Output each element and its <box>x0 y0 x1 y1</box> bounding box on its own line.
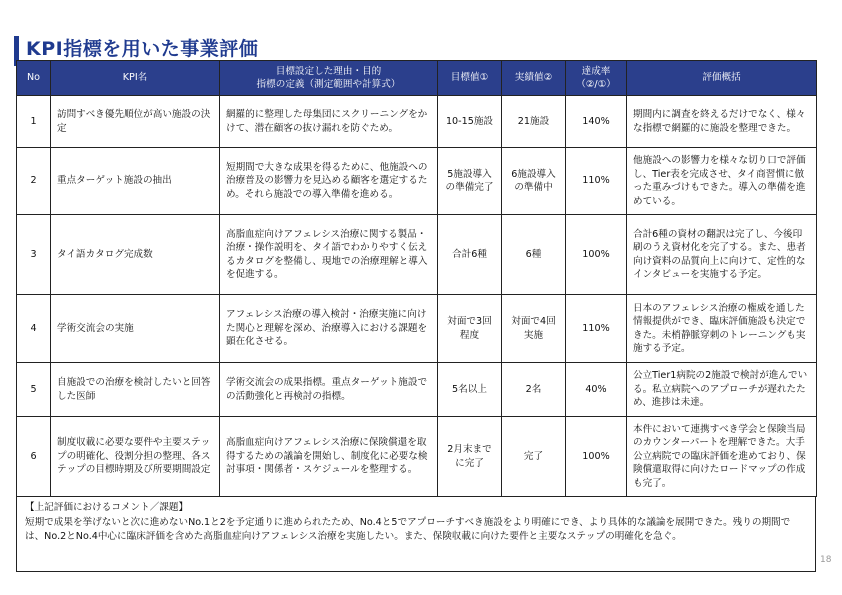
cell-target: 10-15施設 <box>438 96 502 148</box>
cell-target: 5施設導入の準備完了 <box>438 148 502 215</box>
cell-target: 5名以上 <box>438 363 502 417</box>
cell-reason: 学術交流会の成果指標。重点ターゲット施設での活動強化と再検討の指標。 <box>220 363 438 417</box>
cell-reason: 短期間で大きな成果を得るために、他施設への治療普及の影響力を見込める顧客を選定するため。それら施設での導入準備を進める。 <box>220 148 438 215</box>
page-title: KPI指標を用いた事業評価 <box>26 38 259 60</box>
header-target: 目標値① <box>438 61 502 96</box>
header-rate-line1: 達成率 <box>581 65 611 77</box>
cell-summary: 他施設への影響力を様々な切り口で評価し、Tier表を完成させ、タイ商習慣に倣った重みづけもできた。導入の準備を進めている。 <box>627 148 817 215</box>
cell-rate: 140% <box>566 96 627 148</box>
table-row <box>17 417 817 497</box>
cell-kpi: 訪問すべき優先順位が高い施設の決定 <box>51 96 220 148</box>
cell-actual: 6施設導入の準備中 <box>502 148 566 215</box>
cell-no: 1 <box>17 96 51 148</box>
cell-actual: 6種 <box>502 215 566 295</box>
cell-kpi: タイ語カタログ完成数 <box>51 215 220 295</box>
cell-actual: 完了 <box>502 417 566 497</box>
cell-reason: アフェレシス治療の導入検討・治療実施に向けた関心と理解を深め、治療導入における課題を顕在化させる。 <box>220 295 438 363</box>
cell-no: 3 <box>17 215 51 295</box>
header-rate <box>566 61 627 96</box>
cell-kpi: 制度収載に必要な要件や主要ステップの明確化、役割分担の整理、各ステップの目標時期及び所要期間設定 <box>51 417 220 497</box>
header-rate-line2: （②/①） <box>576 79 616 90</box>
cell-rate: 110% <box>566 148 627 215</box>
header-no: No <box>17 61 51 96</box>
comment-box <box>16 497 816 572</box>
cell-reason: 高脂血症向けアフェレシス治療に保険償還を取得するための議論を開始し、制度化に必要な検討事項・関係者・スケジュールを整理する。 <box>220 417 438 497</box>
cell-reason: 高脂血症向けアフェレシス治療に関する製品・治療・操作説明を、タイ語でわかりやすく伝えるカタログを整備し、現地での治療理解と導入を促進する。 <box>220 215 438 295</box>
table-row <box>17 96 817 148</box>
cell-summary: 日本のアフェレシス治療の権威を通した情報提供ができ、臨床評価施設も決定できた。未梢静脈穿刺のトレーニングも実施する予定。 <box>627 295 817 363</box>
cell-reason: 網羅的に整理した母集団にスクリーニングをかけて、潜在顧客の抜け漏れを防ぐため。 <box>220 96 438 148</box>
comment-heading: 【上記評価におけるコメント／課題】 <box>25 502 189 513</box>
header-reason-line1: 目標設定した理由・目的 <box>275 65 382 77</box>
cell-rate: 100% <box>566 417 627 497</box>
kpi-table <box>16 60 817 497</box>
cell-target: 対面で3回程度 <box>438 295 502 363</box>
cell-rate: 110% <box>566 295 627 363</box>
cell-target: 2月末までに完了 <box>438 417 502 497</box>
table-row <box>17 295 817 363</box>
header-reason <box>220 61 438 96</box>
header-kpi: KPI名 <box>51 61 220 96</box>
cell-summary: 公立Tier1病院の2施設で検討が進んでいる。私立病院へのアプローチが遅れたため、進捗は未達。 <box>627 363 817 417</box>
table-row <box>17 363 817 417</box>
cell-actual: 2名 <box>502 363 566 417</box>
header-summary: 評価概括 <box>627 61 817 96</box>
cell-no: 5 <box>17 363 51 417</box>
cell-target: 合計6種 <box>438 215 502 295</box>
cell-rate: 40% <box>566 363 627 417</box>
page-number: 18 <box>820 555 832 565</box>
cell-summary: 合計6種の資材の翻訳は完了し、今後印刷のうえ資材化を完了する。また、患者向け資料の品質向上に向けて、定性的なインタビューを実施する予定。 <box>627 215 817 295</box>
cell-no: 2 <box>17 148 51 215</box>
header-reason-line2: 指標の定義（測定範囲や計算式） <box>256 79 401 90</box>
cell-no: 6 <box>17 417 51 497</box>
cell-kpi: 自施設での治療を検討したいと回答した医師 <box>51 363 220 417</box>
comment-body: 短期で成果を挙げないと次に進めないNo.1と2を予定通りに進められたため、No.4と5でアプローチすべき施設をより明確にでき、より具体的な議論を展開できた。残りの期間では、No.2とNo.4中心に臨床評価を含めた高脂血症向けアフェレシス治療を実施したい。また、保険収載に向けた要件と主要なステップの明確化を急ぐ。 <box>25 516 791 542</box>
table-row <box>17 148 817 215</box>
header-actual: 実績値② <box>502 61 566 96</box>
cell-summary: 期間内に調査を終えるだけでなく、様々な指標で網羅的に施設を整理できた。 <box>627 96 817 148</box>
cell-actual: 対面で4回実施 <box>502 295 566 363</box>
cell-actual: 21施設 <box>502 96 566 148</box>
cell-rate: 100% <box>566 215 627 295</box>
table-header-row <box>17 61 817 96</box>
cell-no: 4 <box>17 295 51 363</box>
cell-summary: 本件において連携すべき学会と保険当局のカウンターパートを理解できた。大手公立病院での臨床評価を進めており、保険償還取得に向けたロードマップの作成も完了。 <box>627 417 817 497</box>
table-row <box>17 215 817 295</box>
cell-kpi: 重点ターゲット施設の抽出 <box>51 148 220 215</box>
cell-kpi: 学術交流会の実施 <box>51 295 220 363</box>
